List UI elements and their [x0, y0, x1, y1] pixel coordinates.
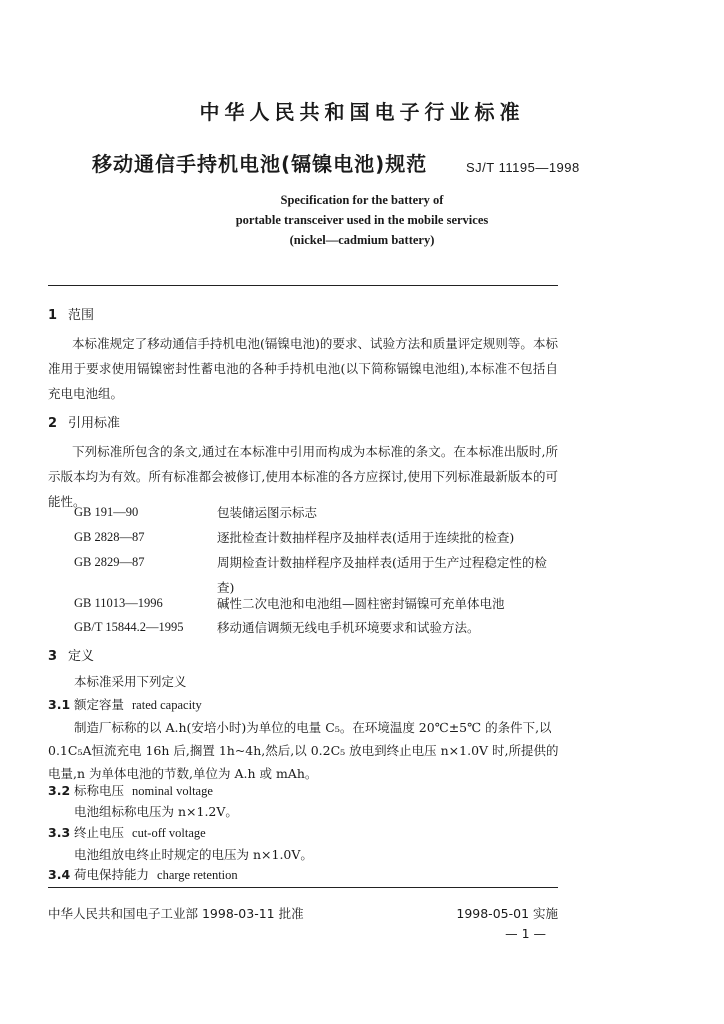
definition-3-2-line-1: 电池组标称电压为 n×1.2V。: [74, 804, 238, 819]
definition-term: 额定容量: [74, 697, 125, 712]
section-title: 范围: [68, 308, 95, 323]
reference-title: 碱性二次电池和电池组—圆柱密封镉镍可充单体电池: [217, 596, 505, 611]
section-number: 3: [48, 649, 58, 664]
section-3-heading: [48, 645, 94, 664]
paragraph: 本标准规定了移动通信手持机电池(镉镍电池)的要求、试验方法和质量评定规则等。本标准用于要求使用镉镍密封性蓄电池的各种手持机电池(以下简称镉镍电池组),本标准不包括自充电电池组。: [48, 336, 558, 401]
definition-term-en: nominal voltage: [132, 784, 213, 798]
definition-3-1-heading: [48, 695, 202, 713]
standard-header: 中华人民共和国电子行业标准: [199, 100, 525, 124]
definition-3-1-line-3: 电量,n 为单体电池的节数,单位为 A.h 或 mAh。: [48, 766, 318, 781]
definition-number: 3.4: [48, 867, 71, 882]
definition-3-1-line-2: 0.1C₅A恒流充电 16h 后,搁置 1h~4h,然后,以 0.2C₅ 放电到终止电压 n×1.0V 时,所提供的: [48, 743, 559, 758]
reference-title: 周期检查计数抽样程序及抽样表(适用于生产过程稳定性的检查): [217, 555, 547, 595]
definition-term: 标称电压: [74, 783, 125, 798]
footer-rule: [48, 887, 558, 888]
definition-term-en: cut-off voltage: [132, 826, 206, 840]
english-title-line-1: Specification for the battery of: [280, 193, 444, 207]
definition-term: 终止电压: [74, 825, 125, 840]
reference-code: GB/T 15844.2—1995: [74, 620, 184, 634]
header-rule: [48, 285, 558, 286]
english-title-line-2: portable transceiver used in the mobile services: [235, 213, 489, 227]
paragraph: 下列标准所包含的条文,通过在本标准中引用而构成为本标准的条文。在本标准出版时,所示版本均为有效。所有标准都会被修订,使用本标准的各方应探讨,使用下列标准最新版本的可能性。: [48, 444, 558, 509]
reference-title: 移动通信调频无线电手机环境要求和试验方法。: [217, 620, 480, 635]
section-1-text: [48, 331, 558, 406]
section-2-heading: [48, 412, 120, 431]
definition-3-2-heading: [48, 781, 213, 799]
definition-3-3-line-1: 电池组放电终止时规定的电压为 n×1.0V。: [74, 847, 313, 862]
english-title-line-3: (nickel—cadmium battery): [289, 233, 435, 247]
definition-3-1-line-1: 制造厂标称的以 A.h(安培小时)为单位的电量 C₅。在环境温度 20℃±5℃ 的条件下,以: [74, 720, 552, 735]
reference-code: GB 11013—1996: [74, 596, 163, 610]
definition-term-en: charge retention: [157, 868, 238, 882]
effective-date: 1998-05-01 实施: [456, 906, 558, 921]
definition-term: 荷电保持能力: [74, 867, 150, 882]
document-title: 移动通信手持机电池(镉镍电池)规范: [92, 152, 428, 176]
section-1-heading: [48, 304, 94, 323]
definition-number: 3.1: [48, 697, 71, 712]
reference-code: GB 2828—87: [74, 530, 145, 544]
section-title: 引用标准: [68, 416, 121, 431]
issue-date: 中华人民共和国电子工业部 1998-03-11 批准: [48, 906, 304, 921]
section-title: 定义: [68, 649, 95, 664]
definition-number: 3.3: [48, 825, 71, 840]
page-number: — 1 —: [505, 926, 546, 941]
definition-term-en: rated capacity: [132, 698, 202, 712]
section-number: 2: [48, 416, 58, 431]
reference-title: 逐批检查计数抽样程序及抽样表(适用于连续批的检查): [217, 530, 515, 545]
reference-code: GB 2829—87: [74, 555, 145, 569]
reference-title: 包装储运图示标志: [217, 505, 318, 520]
definition-3-4-heading: [48, 865, 238, 883]
definition-number: 3.2: [48, 783, 71, 798]
section-number: 1: [48, 308, 58, 323]
section-3-intro: 本标准采用下列定义: [74, 674, 187, 689]
reference-code: GB 191—90: [74, 505, 139, 519]
standard-code: SJ/T 11195—1998: [466, 160, 580, 175]
definition-3-3-heading: [48, 823, 206, 841]
